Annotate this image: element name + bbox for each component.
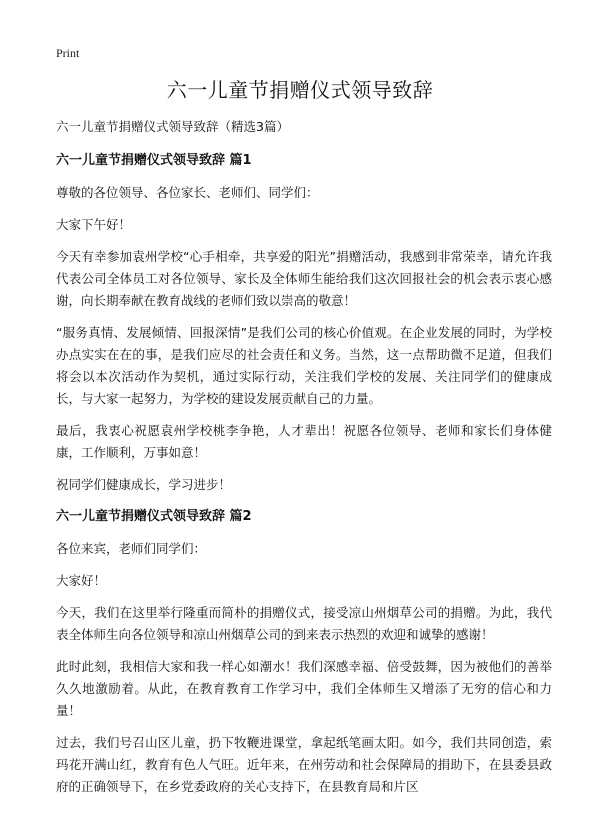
paragraph: “服务真情、发展倾情、回报深情”是我们公司的核心价值观。在企业发展的同时，为学校办点实实在在的事，是我们应尽的社会责任和义务。当然，这一点帮助微不足道，但我们将会以本次活动作为契机，通过实际行动，关注我们学校的发展、关注同学们的健康成长，与大家一起努力，为学校的建设发展贡献自己的力量。 — [56, 325, 552, 406]
paragraph: 大家下午好！ — [56, 217, 132, 232]
paragraph: 各位来宾，老师们同学们： — [56, 541, 207, 556]
paragraph: 大家好！ — [56, 573, 107, 588]
page-title: 六一儿童节捐赠仪式领导致辞 — [166, 78, 434, 102]
paragraph: 过去，我们号召山区儿童，扔下牧鞭进课堂，拿起纸笔画太阳。如今，我们共同创造，索玛花开满山红，教育有色人气旺。近年来，在州劳动和社会保障局的捐助下，在县委县政府的正确领导下，在乡党委政府的关心支持下，在县教育局和片区 — [56, 735, 552, 794]
paragraph: 此时此刻，我相信大家和我一样心如潮水！我们深感幸福、倍受鼓舞，因为被他们的善举久久地激励着。从此，在教育教育工作学习中，我们全体师生又增添了无穷的信心和力量！ — [56, 659, 552, 718]
section-heading: 六一儿童节捐赠仪式领导致辞 篇2 — [56, 509, 252, 524]
paragraph: 今天有幸参加袁州学校“心手相牵，共享爱的阳光”捐赠活动，我感到非常荣幸，请允许我代表公司全体员工对各位领导、家长及全体师生能给我们这次回报社会的机会表示衷心感谢，向长期奉献在教育战线的老师们致以崇高的敬意！ — [56, 249, 552, 308]
section-1 — [56, 150, 552, 496]
document-body — [56, 116, 552, 808]
section-heading: 六一儿童节捐赠仪式领导致辞 篇1 — [56, 153, 252, 168]
paragraph: 今天，我们在这里举行隆重而简朴的捐赠仪式，接受凉山州烟草公司的捐赠。为此，我代表全体师生向各位领导和凉山州烟草公司的到来表示热烈的欢迎和诚挚的感谢！ — [56, 605, 552, 642]
document-subtitle: 六一儿童节捐赠仪式领导致辞（精选3篇） — [56, 119, 289, 134]
print-link[interactable]: Print — [56, 46, 80, 60]
section-2 — [56, 506, 552, 798]
paragraph: 尊敬的各位领导、各位家长、老师们、同学们： — [56, 185, 319, 200]
paragraph: 祝同学们健康成长，学习进步！ — [56, 477, 232, 492]
paragraph: 最后，我衷心祝愿袁州学校桃李争艳，人才辈出！祝愿各位领导、老师和家长们身体健康，工作顺利，万事如意！ — [56, 423, 552, 460]
